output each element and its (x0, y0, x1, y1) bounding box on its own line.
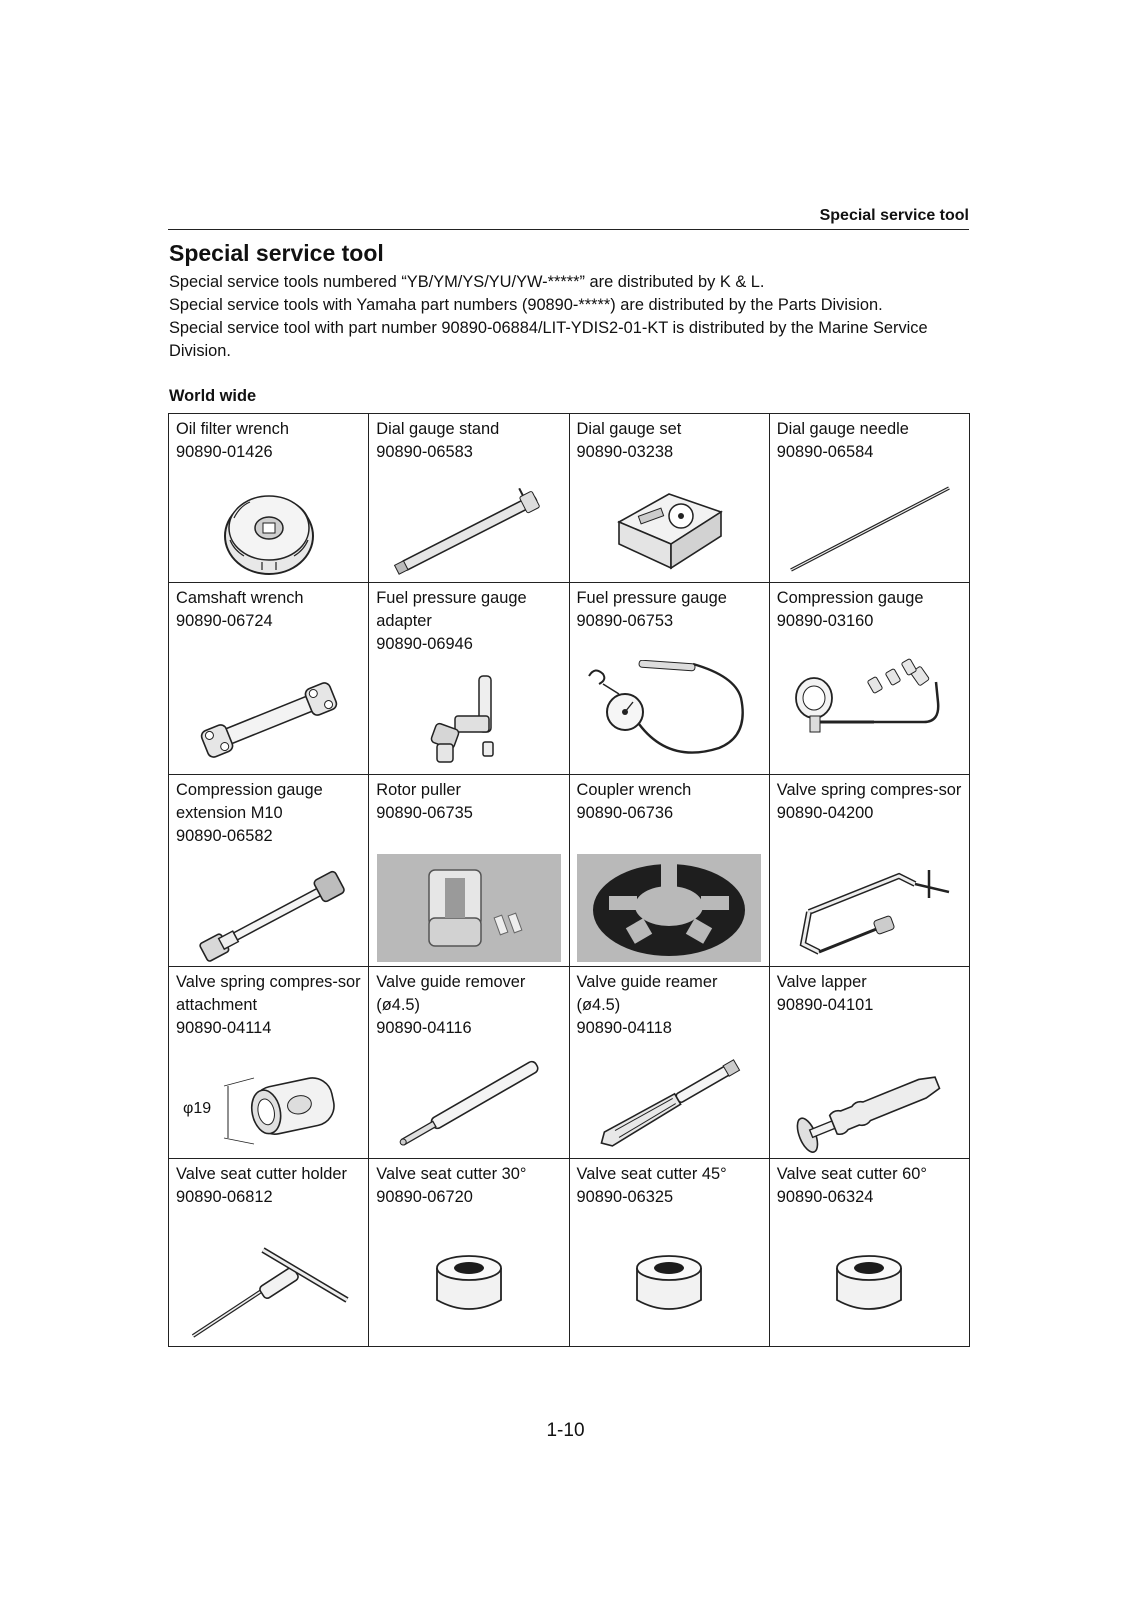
tool-part-number: 90890-03160 (776, 612, 874, 630)
camshaft-wrench-icon (194, 670, 344, 770)
tool-cell (569, 775, 769, 967)
tool-part-number: 90890-06736 (576, 804, 674, 822)
tool-name: Dial gauge stand (376, 420, 500, 438)
tool-cell (169, 967, 369, 1159)
section-title: Special service tool (169, 240, 384, 266)
tool-part-number: 90890-03238 (576, 443, 674, 461)
tool-name: Compression gauge extension M10 (176, 781, 323, 822)
page-number: 1-10 (546, 1420, 585, 1441)
intro-paragraph: Special service tool with part number 90890-06884/LIT-YDIS2-01-KT is distributed by the Marine Service Division. (169, 319, 928, 360)
tool-cell (769, 775, 969, 967)
tool-name: Fuel pressure gauge (576, 589, 727, 607)
tool-cell (569, 1159, 769, 1347)
table-row (169, 1159, 970, 1347)
tool-cell (169, 583, 369, 775)
tool-name: Rotor puller (376, 781, 461, 799)
valve-seat-cutter-icon (629, 1248, 709, 1318)
valve-seat-cutter-holder-icon (179, 1242, 359, 1342)
tool-name: Compression gauge (776, 589, 924, 607)
intro-paragraph: Special service tools with Yamaha part numbers (90890-*****) are distributed by the Parts Division. (169, 296, 883, 314)
dial-gauge-needle-icon (779, 482, 959, 578)
tool-part-number: 90890-06720 (376, 1188, 473, 1206)
tool-part-number: 90890-04116 (376, 1019, 472, 1037)
tool-cell (769, 1159, 969, 1347)
table-row (169, 583, 970, 775)
tool-cell (769, 583, 969, 775)
tool-part-number: 90890-04200 (776, 804, 874, 822)
dial-gauge-set-icon (609, 482, 729, 578)
tool-cell (369, 1159, 569, 1347)
running-header: Special service tool (168, 207, 969, 230)
valve-guide-remover-icon (379, 1054, 559, 1154)
tool-cell (169, 1159, 369, 1347)
fuel-pressure-gauge-icon (579, 660, 759, 770)
tool-part-number: 90890-04118 (576, 1019, 672, 1037)
tool-name: Coupler wrench (576, 781, 692, 799)
tool-name: Valve spring compres-sor attachment (176, 973, 361, 1014)
tool-name: Camshaft wrench (176, 589, 304, 607)
dial-gauge-stand-icon (384, 488, 554, 578)
tool-part-number: 90890-04101 (776, 996, 874, 1014)
tool-part-number: 90890-06812 (176, 1188, 273, 1206)
tool-name: Oil filter wrench (176, 420, 289, 438)
tool-name: Valve guide reamer (ø4.5) (576, 973, 718, 1014)
tool-cell (369, 583, 569, 775)
table-row (169, 967, 970, 1159)
tool-name: Dial gauge needle (776, 420, 909, 438)
tool-cell (569, 583, 769, 775)
tool-cell (369, 967, 569, 1159)
compression-extension-icon (179, 866, 359, 962)
valve-spring-compressor-icon (779, 862, 959, 962)
valve-guide-reamer-icon (579, 1054, 759, 1154)
tool-name: Valve seat cutter 30° (376, 1165, 527, 1183)
valve-seat-cutter-icon (429, 1248, 509, 1318)
tool-part-number: 90890-06584 (776, 443, 874, 461)
fuel-pressure-adapter-icon (419, 670, 519, 770)
tool-name: Dial gauge set (576, 420, 682, 438)
tool-name: Fuel pressure gauge adapter (376, 589, 527, 630)
compression-gauge-icon (784, 650, 954, 770)
tool-part-number: 90890-06724 (176, 612, 273, 630)
table-row (169, 775, 970, 967)
tool-table (168, 413, 970, 1347)
valve-seat-cutter-icon (829, 1248, 909, 1318)
tool-part-number: 90890-04114 (176, 1019, 272, 1037)
tool-cell (769, 967, 969, 1159)
tool-part-number: 90890-06753 (576, 612, 674, 630)
tool-cell (369, 775, 569, 967)
tool-part-number: 90890-06946 (376, 635, 473, 653)
tool-cell (169, 414, 369, 583)
coupler-wrench-photo (577, 854, 761, 962)
tool-name: Valve spring compres-sor (776, 781, 962, 799)
intro-text (169, 271, 969, 363)
tool-name: Valve seat cutter 60° (776, 1165, 927, 1183)
tool-cell (769, 414, 969, 583)
tool-cell (369, 414, 569, 583)
valve-lapper-icon (779, 1058, 959, 1154)
tool-part-number: 90890-01426 (176, 443, 273, 461)
tool-cell (569, 967, 769, 1159)
tool-part-number: 90890-06582 (176, 827, 273, 845)
intro-paragraph: Special service tools numbered “YB/YM/YS/YU/YW-*****” are distributed by K & L. (169, 273, 765, 291)
region-subtitle: World wide (169, 387, 257, 405)
tool-part-number: 90890-06735 (376, 804, 473, 822)
tool-part-number: 90890-06583 (376, 443, 473, 461)
tool-name: Valve guide remover (ø4.5) (376, 973, 526, 1014)
dimension-label: φ19 (183, 1100, 212, 1117)
tool-part-number: 90890-06325 (576, 1188, 674, 1206)
tool-name: Valve seat cutter holder (176, 1165, 347, 1183)
tool-name: Valve seat cutter 45° (576, 1165, 727, 1183)
table-row (169, 414, 970, 583)
rotor-puller-photo (377, 854, 561, 962)
tool-part-number: 90890-06324 (776, 1188, 874, 1206)
oil-filter-wrench-icon (214, 488, 324, 578)
tool-cell (169, 775, 369, 967)
tool-cell (569, 414, 769, 583)
tool-name: Valve lapper (776, 973, 867, 991)
